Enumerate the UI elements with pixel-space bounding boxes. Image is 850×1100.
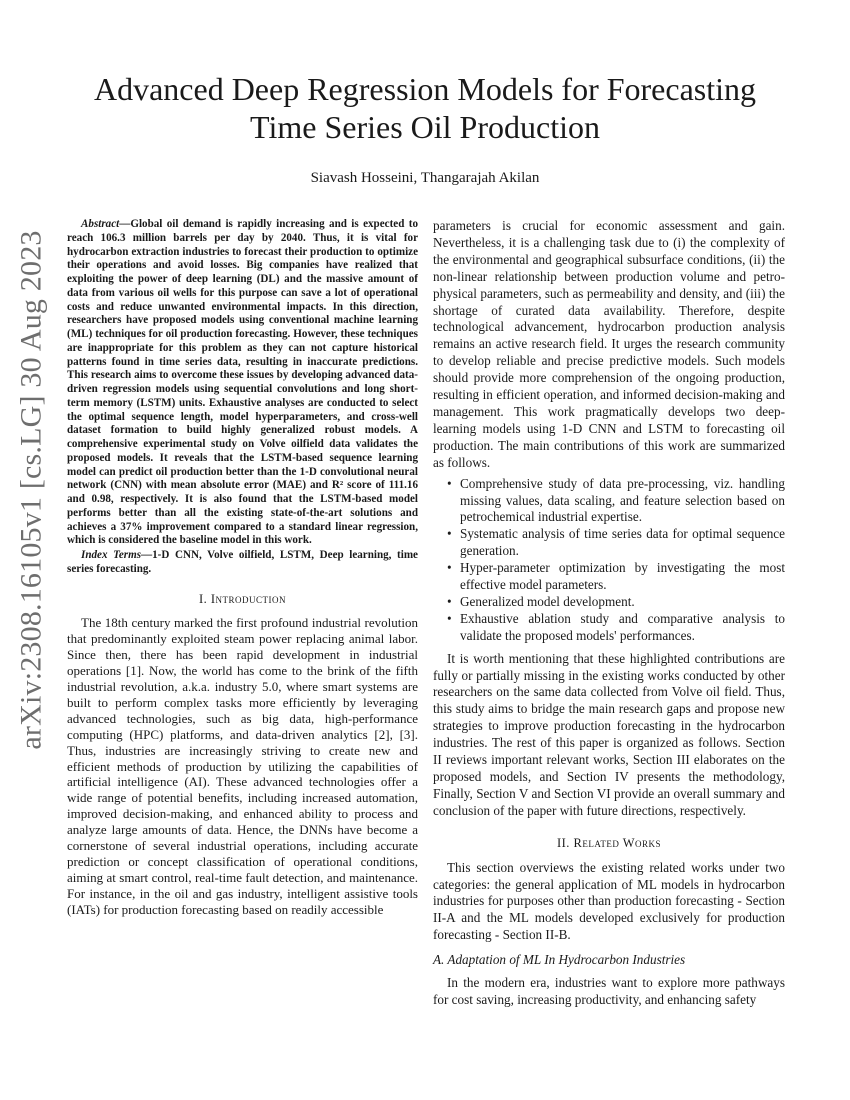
abstract-text: —Global oil demand is rapidly increasing and is expected to reach 106.3 million barrels per day by 2040. Thus, it is vital for hydrocarbon extraction industries to forecast their production to optimize their operations and avoid losses. Big companies have realized that exploiting the power of deep learning (DL) and the massive amount of data from various oil wells for this purpose can save a lot of operational costs and reduce unwanted environmental impacts. In this direction, researchers have proposed models using conventional machine learning (ML) techniques for oil production forecasting. However, these techniques are inappropriate for this problem as they can not capture historical patterns found in time series data, resulting in inaccurate predictions. This research aims to overcome these issues by developing advanced data-driven regression models using sequential convolutions and long short-term memory (LSTM) units. Exhaustive analyses are conducted to select the optimal sequence length, model hyperparameters, and cross-well dataset formation to build highly generalized robust models. A comprehensive experimental study on Volve oilfield data validates the proposed models. It reveals that the LSTM-based sequence learning model can predict oil production better than the 1-D convolutional neural network (CNN) with mean absolute error (MAE) and R² score of 111.16 and 0.98, respectively. It is also found that the LSTM-based model performs better than all the existing state-of-the-art solutions and achieves a 37% improvement compared to a standard linear regression, which is considered the baseline model in this work. [67,218,418,547]
index-terms-label: Index Terms [81,549,142,561]
index-terms [67,549,418,577]
abstract [67,218,418,548]
subsection-heading: A. Adaptation of ML In Hydrocarbon Industries [433,952,686,968]
related-works-paragraph: This section overviews the existing related works under two categories: the general application of ML models in hydrocarbon industries for purposes other than production forecasting - Section II-A and the ML models developed exclusively for production forecasting - Section II-B. [433,859,785,943]
list-item-text: Systematic analysis of time series data for optimal sequence generation. [460,526,785,559]
index-terms-text: —1-D CNN, Volve oilfield, LSTM, Deep learning, time series forecasting. [67,549,418,575]
list-item [447,560,785,594]
abstract-label: Abstract [81,218,120,230]
bullet-icon: • [447,475,452,491]
list-item [447,610,785,645]
contributions-list [433,476,785,645]
right-column [433,218,785,1009]
section-heading-related-works: II. Related Works [556,835,662,850]
bullet-icon: • [447,593,452,609]
intro-paragraph: The 18th century marked the first profound industrial revolution that predominantly exploited steam power replacing animal labor. Since then, there has been rapid development in industrial operations [1]. Now, the world has come to the brink of the fifth industrial revolution, a.k.a. industry 5.0, where smart systems are built to perform complex tasks more efficiently by leveraging advanced technologies, such as big data, high-performance computing (HPC) platforms, and data-driven analytics [2], [3]. Thus, industries are increasingly striving to create new and efficient methods of production by utilizing the capabilities of artificial intelligence (AI). These advanced technologies offer a wide range of potential benefits, including increased automation, improved decision-making, and enhanced ability to process and analyze large amounts of data. Hence, the DNNs have become a cornerstone of several industrial operations, including accurate prediction or concept classification of operational conditions, aiming at smart control, real-time fault detection, and maintenance. For instance, in the oil and gas industry, intelligent assistive tools (IATs) for production forecasting based on readily accessible [67,615,418,917]
intro-continuation-paragraph: parameters is crucial for economic assessment and gain. Nevertheless, it is a challenging task due to (i) the complexity of the environmental and geographical subsurface conditions, (ii) the non-linear relationship between production volume and petro-physical parameters, such as permeability and density, and (iii) the shortage of curated data availability. Therefore, despite technological advancement, hydrocarbon production analysis remains an active research field. It urges the research community to develop reliable and precise predictive models. Such models should provide more comprehension of the ongoing production, resulting in efficient operation, and informed decision-making and management. This work pragmatically develops two deep-learning models using 1-D CNN and LSTM to forecasting oil production. The main contributions of this work are summarized as follows. [433,218,785,470]
list-item [447,475,785,527]
bullet-icon: • [447,526,452,542]
left-column [67,218,418,918]
organization-paragraph: It is worth mentioning that these highlighted contributions are fully or partially missing in the existing works conducted by other researchers on the same data collected from Volve oil field. Thus, this study aims to bridge the main research gaps and propose new strategies to improve production forecasting in the hydrocarbon industries. The rest of this paper is organized as follows. Section II reviews important relevant works, Section III elaborates on the proposed models, and Section IV presents the methodology, Finally, Section V and Section VI provide an overall summary and conclusion of the paper with future directions, respectively. [433,650,785,818]
arxiv-identifier [2,230,62,750]
list-item-text: Comprehensive study of data pre-processing, viz. handling missing values, data scaling, and feature selection based on petrochemical industrial expertise. [460,475,785,525]
list-item [447,593,785,611]
subsection-paragraph: In the modern era, industries want to explore more pathways for cost saving, increasing productivity, and enhancing safety [433,975,785,1007]
section-heading-introduction: I. Introduction [198,591,287,606]
list-item [447,526,785,560]
paper-authors: Siavash Hosseini, Thangarajah Akilan [310,170,540,186]
list-item-text: Exhaustive ablation study and comparative analysis to validate the proposed models' performances. [460,610,785,643]
bullet-icon: • [447,560,452,576]
list-item-text: Generalized model development. [460,593,635,609]
paper-title: Advanced Deep Regression Models for Forecasting Time Series Oil Production [93,71,757,145]
bullet-icon: • [447,610,452,626]
list-item-text: Hyper-parameter optimization by investigating the most effective model parameters. [460,560,785,593]
arxiv-id-text: arXiv:2308.16105v1 [cs.LG] 30 Aug 2023 [15,230,48,750]
